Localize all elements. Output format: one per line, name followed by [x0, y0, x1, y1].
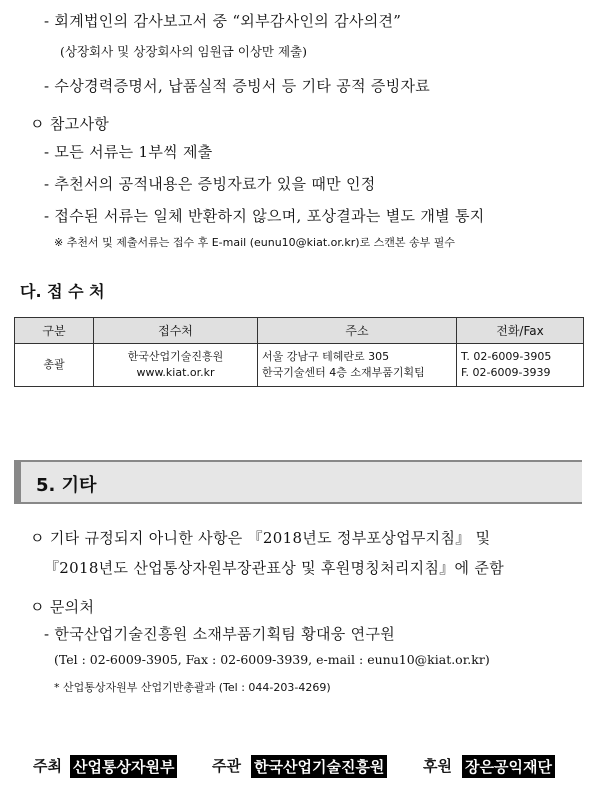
contact-heading: ㅇ 문의처: [30, 598, 95, 616]
item-proof-docs: - 수상경력증명서, 납품실적 증빙서 등 기타 공적 증빙자료: [44, 77, 431, 95]
notes-remark: ※ 추천서 및 제출서류는 접수 후 E-mail (eunu10@kiat.or.kr)로 스캔본 송부 필수: [54, 236, 456, 249]
note-item: - 모든 서류는 1부씩 제출: [44, 143, 213, 161]
contact-tel: T. 02-6009-3905: [461, 350, 552, 363]
footer-sponsor-label: 후원: [423, 757, 452, 775]
footer-host: 산업통상자원부: [70, 755, 177, 778]
reception-heading: 다. 접 수 처: [20, 282, 105, 301]
address-line-1: 서울 강남구 테헤란로 305: [262, 350, 390, 363]
contact-numbers: (Tel : 02-6009-3905, Fax : 02-6009-3939, e-mail : eunu10@kiat.or.kr): [54, 652, 490, 667]
contact-fax: F. 02-6009-3939: [461, 366, 551, 379]
section5-header: [14, 460, 582, 504]
office-site: www.kiat.or.kr: [136, 366, 215, 379]
footer-host-label: 주최: [33, 757, 62, 775]
note-item: - 추천서의 공적내용은 증빙자료가 있을 때만 인정: [44, 175, 376, 193]
other-rules-line-2: 『2018년도 산업통상자원부장관표상 및 후원명칭처리지침』에 준함: [44, 559, 504, 577]
table-row: [15, 344, 584, 387]
col-category: 구분: [15, 318, 94, 344]
note-item: - 접수된 서류는 일체 반환하지 않으며, 포상결과는 별도 개별 통지: [44, 207, 485, 225]
item-audit-report: - 회계법인의 감사보고서 중 “외부감사인의 감사의견”: [44, 12, 402, 30]
table-header-row: [15, 318, 584, 344]
contact-person: - 한국산업기술진흥원 소재부품기획팀 황대웅 연구원: [44, 625, 396, 643]
footer-sponsor: 장은공익재단: [462, 755, 555, 778]
notes-heading: ㅇ 참고사항: [30, 115, 110, 133]
reception-table: [14, 317, 584, 387]
footer-organizer: 한국산업기술진흥원: [251, 755, 387, 778]
cell-category: 총괄: [15, 344, 94, 387]
cell-address: [258, 344, 457, 387]
cell-office: [94, 344, 258, 387]
other-rules-line-1: ㅇ 기타 규정되지 아니한 사항은 『2018년도 정부포상업무지침』 및: [30, 529, 491, 547]
section5-bar: [14, 462, 21, 502]
col-office: 접수처: [94, 318, 258, 344]
col-address: 주소: [258, 318, 457, 344]
item-audit-note: (상장회사 및 상장회사의 임원급 이상만 제출): [60, 44, 307, 59]
col-contact: 전화/Fax: [457, 318, 584, 344]
section5-title: 5. 기타: [36, 475, 97, 496]
address-line-2: 한국기술센터 4층 소재부품기획팀: [262, 366, 425, 379]
contact-ministry: * 산업통상자원부 산업기반총괄과 (Tel : 044-203-4269): [54, 681, 331, 694]
office-name: 한국산업기술진흥원: [127, 350, 224, 363]
cell-contact: [457, 344, 584, 387]
footer-organizer-label: 주관: [212, 757, 241, 775]
